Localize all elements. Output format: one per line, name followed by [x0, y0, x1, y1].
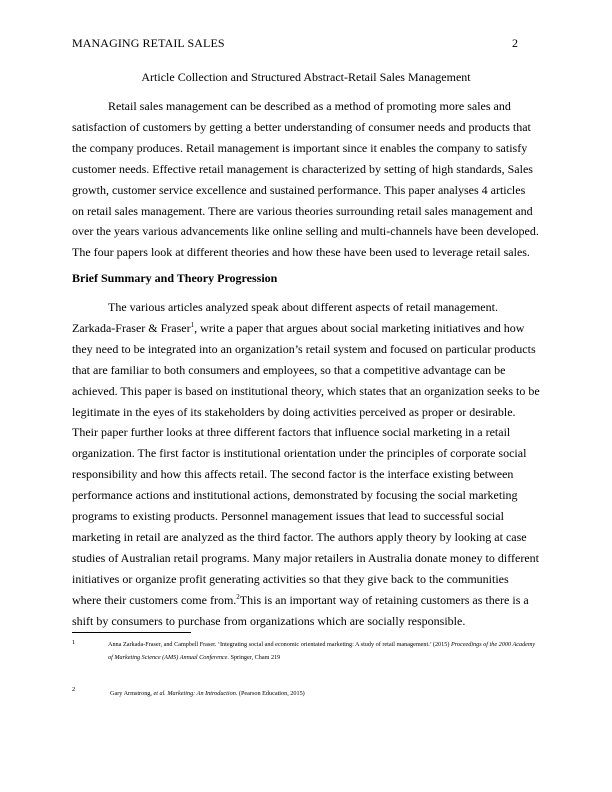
running-head: MANAGING RETAIL SALES: [72, 36, 225, 50]
page-number: 2: [512, 36, 518, 50]
document-title: Article Collection and Structured Abstract-Retail Sales Management: [141, 70, 471, 84]
summary-text-part3: This is an important way of retaining customers as there is a shift by consumers to purchase from organizations which are socially responsible.: [72, 592, 529, 628]
summary-paragraph: [72, 297, 540, 632]
footnote-separator: [72, 632, 191, 633]
footnote-1-publisher: . Springer, Cham 219: [227, 654, 281, 661]
footnote-1-text: [108, 638, 540, 664]
footnote-ref-2[interactable]: 2: [236, 592, 240, 601]
footnote-1-number: 1: [72, 639, 76, 646]
summary-text-part2: , write a paper that argues about social marketing initiatives and how they need to be integrated into an organization’s retail system and focused on particular products that are familiar to both consumers and employees, so that a competitive advantage can be achieved. This paper is based on institutional theory, which states that an organization seeks to be legitimate in the eyes of its stakeholders by doing activities perceived as proper or desirable. Their paper further looks at three different factors that influence social marketing in a retail organization. The first factor is institutional orientation under the principles of corporate social responsibility and how this affects retail. The second factor is the interface existing between performance actions and institutional actions, demonstrated by focusing the social marketing programs to existing products. Personnel management issues that lead to successful social marketing in retail are analyzed as the third factor. The authors apply theory by looking at case studies of Australian retail programs. Many major retailers in Australia donate money to different initiatives or organize profit generating activities so that they give back to the communities where their customers come from.: [72, 320, 540, 607]
footnote-ref-1[interactable]: 1: [190, 320, 195, 329]
footnote-1-citation: Anna Zarkada-Fraser, and Campbell Fraser. ‘Integrating social and economic orientated marketing: A study of retail management.’ (2015): [108, 641, 451, 648]
footnote-2-book-title: Marketing: An Introduction: [167, 690, 236, 697]
section-heading: Brief Summary and Theory Progression: [72, 271, 278, 285]
footnote-1-source-title: Proceedings of the 2000 Academy of Marketing Science (AMS) Annual Conference: [108, 641, 536, 661]
footnote-2-text: [110, 687, 542, 700]
footnote-2-author: Gary Armstrong,: [110, 690, 154, 697]
intro-paragraph: Retail sales management can be described as a method of promoting more sales and satisfaction of customers by getting a better understanding of consumer needs and products that the company produces. Retail management is important since it enables the company to satisfy customer needs. Effective retail management is characterized by setting of high standards, Sales growth, customer service excellence and sustained performance. This paper analyses 4 articles on retail sales management. There are various theories surrounding retail sales management and over the years various advancements like online selling and multi-channels have been developed. The four papers look at different theories and how these have been used to leverage retail sales.: [72, 99, 539, 260]
footnote-2-publisher: . (Pearson Education, 2015): [235, 690, 305, 697]
footnote-2-number: 2: [72, 686, 76, 693]
summary-text-part1: The various articles analyzed speak about different aspects of retail management. Zarkada-Fraser & Fraser: [72, 300, 498, 335]
footnote-2-etal: et al.: [153, 690, 166, 697]
